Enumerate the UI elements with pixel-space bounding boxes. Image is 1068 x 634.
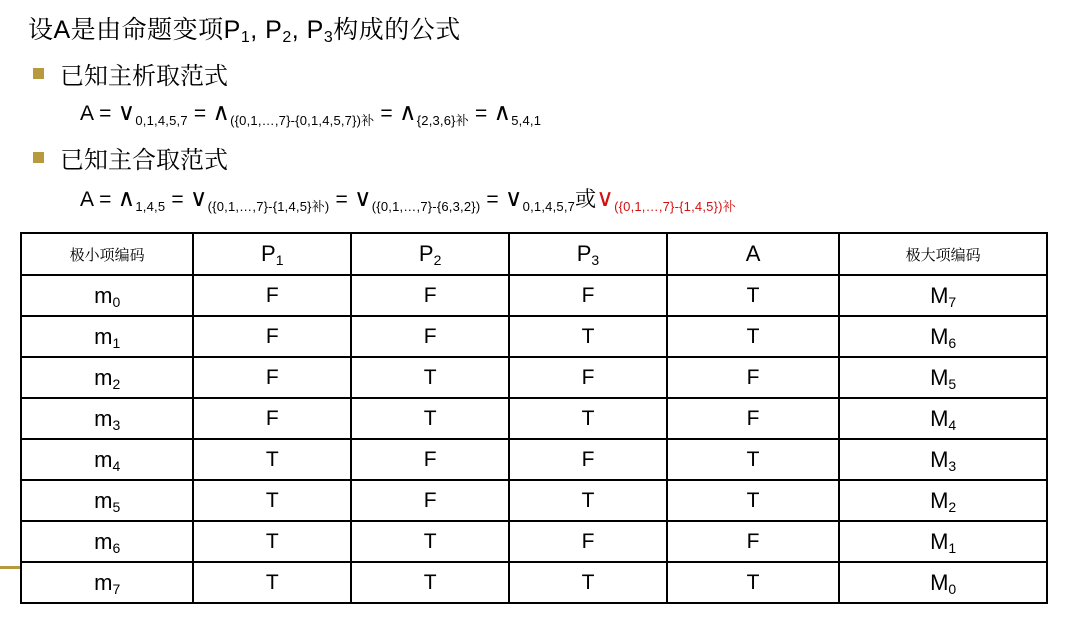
- cell-a-5: T: [667, 480, 839, 521]
- title-mid-1: , P: [250, 16, 283, 44]
- formula-dnf-part-11: 5,4,1: [511, 113, 542, 128]
- cell-p3-3: T: [509, 398, 667, 439]
- formula-cnf: [80, 183, 736, 213]
- cell-a-1: T: [667, 316, 839, 357]
- cell-p2-3: T: [351, 398, 509, 439]
- cell-p1-6: T: [193, 521, 351, 562]
- cell-a-2: F: [667, 357, 839, 398]
- formula-dnf-part-3: =: [187, 102, 213, 125]
- cell-min-code-5: [21, 480, 193, 521]
- header-p1-sub: 1: [275, 252, 284, 268]
- formula-dnf-part-2: 0,1,4,5,7: [135, 113, 188, 128]
- max-letter: M: [930, 364, 949, 390]
- title-mid-2: , P: [291, 16, 324, 44]
- table-row: [21, 480, 1047, 521]
- cell-p2-2: T: [351, 357, 509, 398]
- formula-cnf-part-13: ∨: [596, 185, 615, 212]
- formula-cnf-part-9: =: [480, 188, 505, 211]
- table-row: [21, 357, 1047, 398]
- max-letter: M: [930, 446, 949, 472]
- min-index: 2: [112, 375, 121, 392]
- min-letter: m: [94, 446, 113, 472]
- header-max-code: 极大项编码: [839, 233, 1047, 275]
- cell-max-code-6: [839, 521, 1047, 562]
- min-letter: m: [94, 282, 113, 308]
- formula-cnf-part-4: ∨: [189, 185, 208, 212]
- cell-min-code-0: [21, 275, 193, 316]
- cell-p2-5: F: [351, 480, 509, 521]
- title-prefix: 设A是由命题变项P: [28, 16, 241, 44]
- formula-dnf-part-5: ({0,1,…,7}-{0,1,4,5,7})补: [230, 113, 375, 128]
- cell-p1-5: T: [193, 480, 351, 521]
- formula-dnf-part-6: =: [374, 102, 399, 125]
- max-letter: M: [930, 323, 949, 349]
- formula-dnf-part-1: ∨: [117, 99, 136, 126]
- max-index: 1: [948, 539, 957, 556]
- cell-a-3: F: [667, 398, 839, 439]
- title-suffix: 构成的公式: [333, 16, 461, 44]
- formula-cnf-part-14: ({0,1,…,7}-{1,4,5})补: [614, 199, 736, 214]
- cell-p1-1: F: [193, 316, 351, 357]
- formula-cnf-part-7: ∨: [353, 185, 372, 212]
- cell-max-code-5: [839, 480, 1047, 521]
- cell-max-code-0: [839, 275, 1047, 316]
- cell-max-code-7: [839, 562, 1047, 603]
- cell-min-code-6: [21, 521, 193, 562]
- min-index: 3: [112, 416, 121, 433]
- formula-dnf: [80, 98, 541, 127]
- bullet-item-2: [33, 140, 228, 175]
- cell-p2-6: T: [351, 521, 509, 562]
- decorative-line: [0, 566, 20, 569]
- truth-table: [20, 232, 1048, 604]
- formula-dnf-part-10: ∧: [493, 99, 512, 126]
- max-letter: M: [930, 528, 949, 554]
- bullet-square-icon: [33, 152, 44, 163]
- formula-dnf-part-4: ∧: [212, 99, 231, 126]
- cell-min-code-2: [21, 357, 193, 398]
- cell-p2-7: T: [351, 562, 509, 603]
- min-index: 6: [112, 539, 121, 556]
- table-header-row: [21, 233, 1047, 275]
- bullet-item-1: [33, 56, 228, 91]
- max-letter: M: [930, 405, 949, 431]
- cell-a-6: F: [667, 521, 839, 562]
- min-letter: m: [94, 569, 113, 595]
- bullet-item-2-label: 已知主合取范式: [60, 147, 228, 174]
- cell-a-4: T: [667, 439, 839, 480]
- cell-a-7: T: [667, 562, 839, 603]
- formula-cnf-part-10: ∨: [504, 185, 523, 212]
- cell-p3-7: T: [509, 562, 667, 603]
- min-index: 0: [112, 293, 121, 310]
- min-letter: m: [94, 323, 113, 349]
- cell-p3-6: F: [509, 521, 667, 562]
- bullet-item-1-label: 已知主析取范式: [60, 63, 228, 90]
- cell-p1-2: F: [193, 357, 351, 398]
- header-p3: [509, 233, 667, 275]
- cell-p1-3: F: [193, 398, 351, 439]
- formula-cnf-part-5: ({0,1,…,7}-{1,4,5}补): [207, 199, 330, 214]
- max-index: 4: [948, 416, 957, 433]
- cell-p3-5: T: [509, 480, 667, 521]
- table-row: [21, 439, 1047, 480]
- max-index: 5: [948, 375, 957, 392]
- cell-max-code-2: [839, 357, 1047, 398]
- cell-p3-2: F: [509, 357, 667, 398]
- cell-max-code-4: [839, 439, 1047, 480]
- formula-dnf-part-7: ∧: [398, 99, 417, 126]
- max-letter: M: [930, 569, 949, 595]
- table-row: [21, 398, 1047, 439]
- max-index: 3: [948, 457, 957, 474]
- cell-p1-7: T: [193, 562, 351, 603]
- table-row: [21, 316, 1047, 357]
- cell-p2-1: F: [351, 316, 509, 357]
- header-p1-text: P: [261, 241, 276, 266]
- cell-max-code-3: [839, 398, 1047, 439]
- bullet-square-icon: [33, 68, 44, 79]
- max-letter: M: [930, 282, 949, 308]
- table-row: [21, 562, 1047, 603]
- cell-p1-4: T: [193, 439, 351, 480]
- cell-p2-4: F: [351, 439, 509, 480]
- formula-dnf-part-8: {2,3,6}补: [416, 113, 469, 128]
- title-sub-1: 1: [240, 29, 251, 46]
- max-index: 2: [948, 498, 957, 515]
- table-body: [21, 275, 1047, 603]
- page-title: [28, 10, 461, 46]
- formula-cnf-part-1: ∧: [117, 185, 136, 212]
- min-index: 4: [112, 457, 121, 474]
- formula-cnf-part-11: 0,1,4,5,7: [522, 199, 576, 214]
- formula-dnf-part-9: =: [468, 102, 494, 125]
- formula-cnf-part-3: =: [165, 188, 190, 211]
- cell-max-code-1: [839, 316, 1047, 357]
- cell-min-code-3: [21, 398, 193, 439]
- max-letter: M: [930, 487, 949, 513]
- header-p2-sub: 2: [433, 252, 442, 268]
- header-p3-text: P: [576, 241, 592, 266]
- cell-min-code-1: [21, 316, 193, 357]
- formula-cnf-part-12: 或: [575, 188, 597, 211]
- table-row: [21, 275, 1047, 316]
- header-a: [667, 233, 839, 275]
- table-row: [21, 521, 1047, 562]
- title-sub-2: 2: [282, 29, 292, 46]
- min-letter: m: [94, 487, 113, 513]
- min-letter: m: [94, 364, 113, 390]
- formula-cnf-part-6: =: [329, 188, 354, 211]
- cell-p3-4: F: [509, 439, 667, 480]
- title-sub-3: 3: [323, 29, 334, 46]
- cell-p3-0: F: [509, 275, 667, 316]
- cell-min-code-7: [21, 562, 193, 603]
- max-index: 0: [948, 580, 957, 597]
- header-p3-sub: 3: [591, 252, 600, 268]
- max-index: 6: [948, 334, 957, 351]
- cell-p1-0: F: [193, 275, 351, 316]
- max-index: 7: [948, 293, 957, 310]
- min-letter: m: [94, 405, 113, 431]
- header-min-code: 极小项编码: [21, 233, 193, 275]
- formula-dnf-part-0: A =: [80, 102, 118, 125]
- min-index: 5: [112, 498, 121, 515]
- formula-cnf-part-2: 1,4,5: [135, 199, 166, 214]
- formula-cnf-part-8: ({0,1,…,7}-{6,3,2}): [371, 199, 481, 214]
- cell-p3-1: T: [509, 316, 667, 357]
- min-index: 7: [112, 580, 121, 597]
- cell-a-0: T: [667, 275, 839, 316]
- header-p1: [193, 233, 351, 275]
- header-a-text: A: [745, 241, 761, 266]
- header-p2: [351, 233, 509, 275]
- header-p2-text: P: [418, 241, 434, 266]
- min-index: 1: [112, 334, 121, 351]
- cell-p2-0: F: [351, 275, 509, 316]
- min-letter: m: [94, 528, 113, 554]
- cell-min-code-4: [21, 439, 193, 480]
- formula-cnf-part-0: A =: [80, 188, 118, 211]
